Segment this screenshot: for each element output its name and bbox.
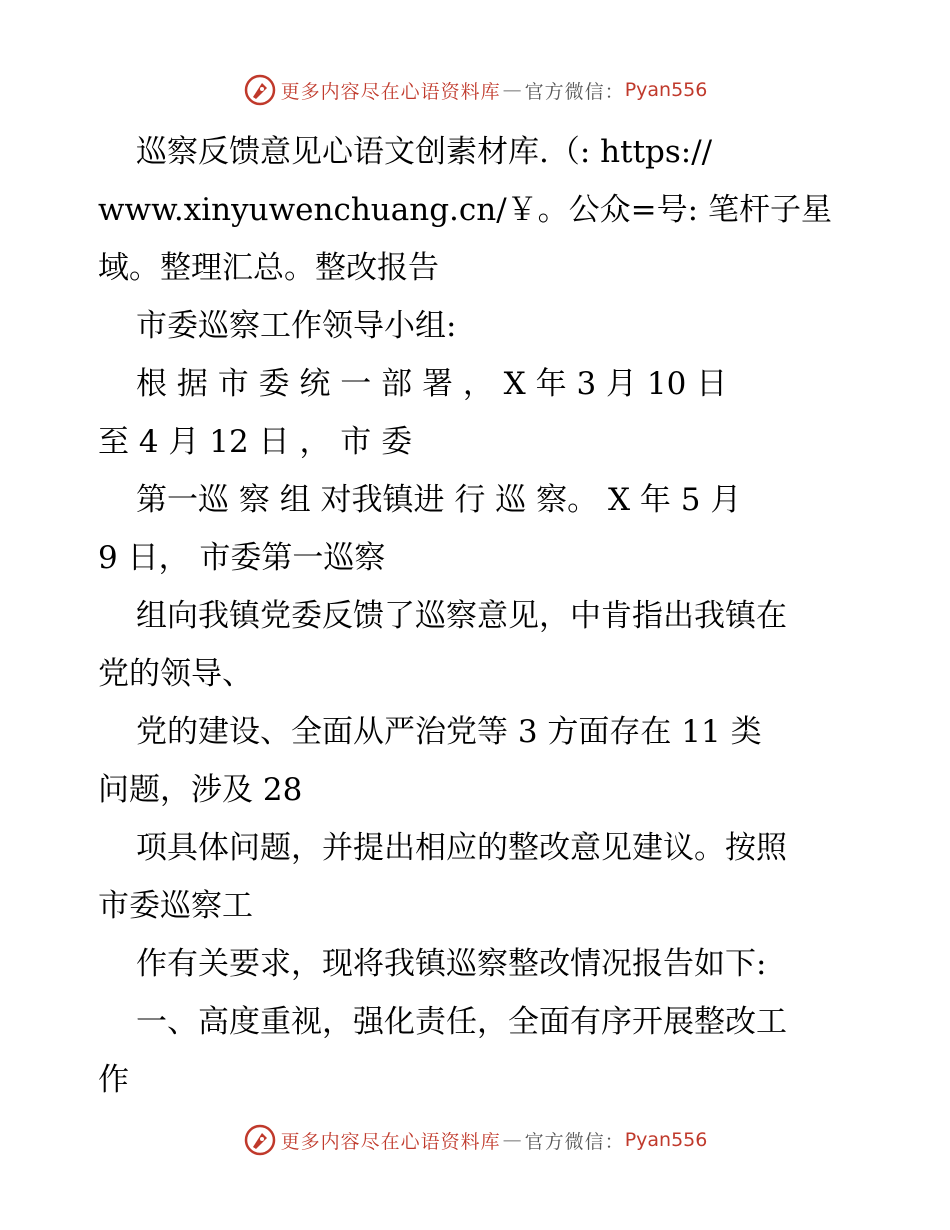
text-line: 市委巡察工: [98, 888, 253, 924]
text-line: 党的建设、全面从严治党等 3 方面存在 11 类: [136, 714, 762, 750]
document-body: [98, 123, 858, 1109]
text-line: www.xinyuwenchuang.cn/￥。公众=号: 笔杆子星: [98, 192, 832, 228]
text-line: 党的领导、: [98, 656, 253, 692]
watermark-separator: —: [502, 1129, 523, 1151]
watermark-wechat-label: 官方微信：: [524, 80, 625, 103]
watermark-account: Pyan556: [624, 79, 708, 101]
watermark-footer: [0, 1120, 950, 1160]
text-line: 9 日， 市委第一巡察: [98, 540, 386, 576]
watermark-header: [0, 70, 950, 110]
watermark-separator: —: [502, 79, 523, 101]
text-line: 项具体问题，并提出相应的整改意见建议。按照: [136, 830, 787, 866]
text-line: 巡察反馈意见心语文创素材库.（: https://: [136, 134, 713, 170]
watermark-account: Pyan556: [624, 1129, 708, 1151]
text-line: 问题，涉及 28: [98, 772, 303, 808]
watermark-wechat-label: 官方微信：: [524, 1130, 625, 1153]
watermark-text: 更多内容尽在心语资料库: [280, 80, 501, 103]
text-line: 域。整理汇总。整改报告: [98, 250, 439, 286]
text-line: 至 4 月 12 日 ， 市 委: [98, 424, 413, 460]
pen-nib-logo-icon: [243, 1123, 277, 1157]
text-line: 市委巡察工作领导小组:: [136, 308, 457, 344]
text-line: 组向我镇党委反馈了巡察意见，中肯指出我镇在: [136, 598, 787, 634]
watermark-text: 更多内容尽在心语资料库: [280, 1130, 501, 1153]
text-line: 根 据 市 委 统 一 部 署 ， X 年 3 月 10 日: [136, 366, 728, 402]
text-line: 作: [98, 1062, 129, 1098]
pen-nib-logo-icon: [243, 73, 277, 107]
text-line: 作有关要求，现将我镇巡察整改情况报告如下:: [136, 946, 767, 982]
text-line: 第一巡 察 组 对我镇进 行 巡 察。 X 年 5 月: [136, 482, 742, 518]
section-heading: 一、高度重视，强化责任，全面有序开展整改工: [136, 1004, 787, 1040]
